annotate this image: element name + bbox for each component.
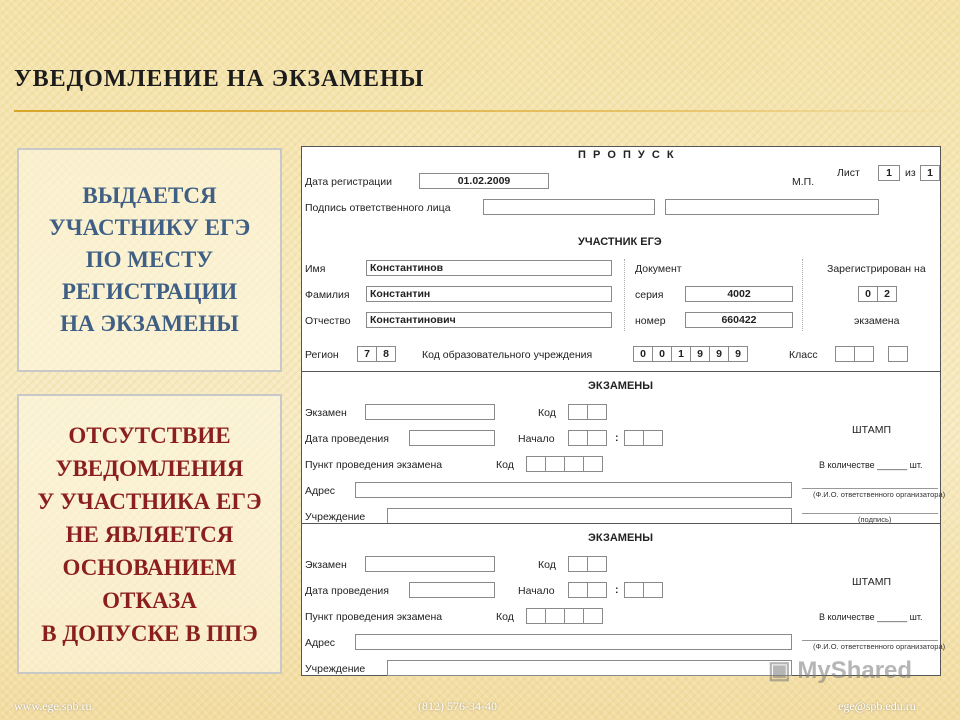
school-code-digit[interactable]: 1	[671, 346, 691, 362]
signature-line	[802, 513, 938, 514]
signature-label: Подпись ответственного лица	[305, 202, 451, 214]
info-box-issued-line: НА ЭКЗАМЕНЫ	[60, 311, 239, 336]
exam-point-code-label: Код	[496, 459, 514, 471]
exam-section-1	[302, 371, 946, 524]
signature-field-2[interactable]	[665, 199, 879, 215]
series-label: серия	[635, 289, 664, 301]
exam-start-label: Начало	[518, 433, 555, 445]
info-box-absence-line: В ДОПУСКЕ В ППЭ	[41, 620, 258, 646]
signature-field-1[interactable]	[483, 199, 655, 215]
organizer-line	[802, 640, 938, 641]
registered-label: Зарегистрирован на	[827, 263, 926, 275]
exam-start-cell[interactable]	[587, 430, 607, 446]
number-label: номер	[635, 315, 666, 327]
school-code-digit[interactable]: 9	[690, 346, 710, 362]
footer-email[interactable]: ege@spb.edu.ru	[838, 699, 916, 713]
exam-point-code-cells	[526, 456, 603, 472]
exam-start-minutes	[624, 430, 663, 446]
watermark-logo	[768, 656, 912, 685]
school-code-digit[interactable]: 9	[728, 346, 748, 362]
watermark-text: MyShared	[797, 657, 913, 684]
reg-date-label: Дата регистрации	[305, 176, 393, 188]
exam-date-field[interactable]	[409, 430, 495, 446]
last-name-label: Фамилия	[305, 289, 350, 301]
region-label: Регион	[305, 349, 339, 361]
exam-address-field[interactable]	[355, 482, 792, 498]
of-field[interactable]: 1	[920, 165, 940, 181]
first-name-field[interactable]: Константинов	[366, 260, 612, 276]
class-digit[interactable]	[835, 346, 855, 362]
registered-digit[interactable]: 2	[877, 286, 897, 302]
exam-date-field[interactable]	[409, 582, 495, 598]
registered-digit[interactable]: 0	[858, 286, 878, 302]
organizer-caption: (Ф.И.О. ответственного организатора)	[813, 642, 946, 651]
registered-cells	[858, 286, 897, 302]
quantity-label: В количестве ______ шт.	[819, 612, 923, 622]
participant-header: УЧАСТНИК ЕГЭ	[578, 236, 662, 248]
info-box-issued	[17, 148, 282, 372]
exam-institution-label: Учреждение	[305, 511, 366, 523]
time-colon: :	[615, 584, 619, 596]
form-title: П Р О П У С К	[578, 149, 676, 161]
school-code-digit[interactable]: 0	[633, 346, 653, 362]
title-underline	[14, 110, 960, 112]
info-box-issued-line: РЕГИСТРАЦИИ	[61, 279, 238, 304]
exam-code-cell[interactable]	[587, 556, 607, 572]
class-cells	[835, 346, 874, 362]
exam-point-code-cell[interactable]	[545, 456, 565, 472]
exams-word-label: экзамена	[854, 315, 900, 327]
first-name-label: Имя	[305, 263, 326, 275]
class-label: Класс	[789, 349, 818, 361]
exam-code-label: Код	[538, 559, 556, 571]
info-box-issued-line: ВЫДАЕТСЯ	[82, 183, 217, 208]
info-box-absence-line: НЕ ЯВЛЯЕТСЯ	[65, 521, 234, 547]
info-box-absence-line: ОТКАЗА	[102, 587, 197, 613]
exam-label: Экзамен	[305, 407, 347, 419]
mp-label: М.П.	[792, 176, 815, 188]
exam-institution-field[interactable]	[387, 508, 792, 524]
exam-start-cell[interactable]	[643, 430, 663, 446]
exam-point-code-cell[interactable]	[564, 608, 584, 624]
exam-date-label: Дата проведения	[305, 433, 389, 445]
class-digit[interactable]	[854, 346, 874, 362]
exam-institution-label: Учреждение	[305, 663, 366, 675]
exam-point-code-cell[interactable]	[526, 456, 546, 472]
series-field[interactable]: 4002	[685, 286, 793, 302]
info-box-absence-line: ОТСУТСТВИЕ	[68, 422, 231, 448]
stamp-label: ШТАМП	[852, 576, 891, 588]
footer-site[interactable]: www.ege.spb.ru	[14, 699, 92, 713]
exam-code-cells	[568, 556, 607, 572]
exam-point-label: Пункт проведения экзамена	[305, 611, 443, 623]
exam-field[interactable]	[365, 404, 495, 420]
info-box-absence-line: У УЧАСТНИКА ЕГЭ	[37, 488, 262, 514]
exam-code-cell[interactable]	[568, 404, 588, 420]
exam-code-label: Код	[538, 407, 556, 419]
exam-point-code-cell[interactable]	[545, 608, 565, 624]
exam-header: ЭКЗАМЕНЫ	[588, 380, 653, 392]
exam-start-cell[interactable]	[643, 582, 663, 598]
footer-phone: (812) 576-34-40	[418, 699, 497, 713]
exam-point-code-cell[interactable]	[583, 456, 603, 472]
exam-start-hours	[568, 430, 607, 446]
reg-date-field[interactable]: 01.02.2009	[419, 173, 549, 189]
exam-point-label: Пункт проведения экзамена	[305, 459, 443, 471]
number-field[interactable]: 660422	[685, 312, 793, 328]
pass-form	[301, 146, 946, 676]
info-box-issued-line: ПО МЕСТУ	[85, 247, 214, 272]
exam-code-cells	[568, 404, 607, 420]
divider-document	[624, 259, 625, 331]
exam-code-cell[interactable]	[587, 404, 607, 420]
exam-start-label: Начало	[518, 585, 555, 597]
exam-address-field[interactable]	[355, 634, 792, 650]
last-name-field[interactable]: Константин	[366, 286, 612, 302]
patronymic-field[interactable]: Константинович	[366, 312, 612, 328]
organizer-line	[802, 488, 938, 489]
exam-start-hours	[568, 582, 607, 598]
document-label: Документ	[635, 263, 682, 275]
stamp-label: ШТАМП	[852, 424, 891, 436]
school-code-digit[interactable]: 0	[652, 346, 672, 362]
quantity-label: В количестве ______ шт.	[819, 460, 923, 470]
info-box-absence-line: ОСНОВАНИЕМ	[62, 554, 237, 580]
exam-start-cell[interactable]	[624, 430, 644, 446]
divider-registered	[802, 259, 803, 331]
school-code-cells	[633, 346, 748, 362]
exam-label: Экзамен	[305, 559, 347, 571]
exam-point-code-cell[interactable]	[526, 608, 546, 624]
class-letter[interactable]	[888, 346, 908, 362]
region-digit[interactable]: 7	[357, 346, 377, 362]
exam-point-code-cell[interactable]	[583, 608, 603, 624]
exam-institution-field[interactable]	[387, 660, 792, 676]
exam-start-cell[interactable]	[587, 582, 607, 598]
sheet-field[interactable]: 1	[878, 165, 900, 181]
exam-code-cell[interactable]	[568, 556, 588, 572]
exam-point-code-cells	[526, 608, 603, 624]
exam-section-2	[302, 523, 946, 676]
exam-header: ЭКЗАМЕНЫ	[588, 532, 653, 544]
patronymic-label: Отчество	[305, 315, 351, 327]
exam-start-cell[interactable]	[568, 430, 588, 446]
watermark-icon: ▣	[768, 657, 791, 684]
of-label: из	[905, 167, 916, 179]
exam-address-label: Адрес	[305, 637, 336, 649]
exam-start-minutes	[624, 582, 663, 598]
exam-field[interactable]	[365, 556, 495, 572]
school-code-digit[interactable]: 9	[709, 346, 729, 362]
info-box-issued-line: УЧАСТНИКУ ЕГЭ	[48, 215, 251, 240]
exam-address-label: Адрес	[305, 485, 336, 497]
exam-point-code-label: Код	[496, 611, 514, 623]
participant-section	[302, 147, 940, 371]
organizer-caption: (Ф.И.О. ответственного организатора)	[813, 490, 946, 499]
time-colon: :	[615, 432, 619, 444]
region-digit[interactable]: 8	[376, 346, 396, 362]
exam-date-label: Дата проведения	[305, 585, 389, 597]
exam-start-cell[interactable]	[568, 582, 588, 598]
info-box-absence-line: УВЕДОМЛЕНИЯ	[55, 455, 244, 481]
slide-title: УВЕДОМЛЕНИЕ НА ЭКЗАМЕНЫ	[14, 66, 425, 92]
signature-caption: (подпись)	[858, 515, 892, 524]
info-box-absence	[17, 394, 282, 674]
region-cells	[357, 346, 396, 362]
sheet-label: Лист	[837, 167, 860, 179]
exam-start-cell[interactable]	[624, 582, 644, 598]
exam-point-code-cell[interactable]	[564, 456, 584, 472]
school-code-label: Код образовательного учреждения	[422, 349, 593, 361]
